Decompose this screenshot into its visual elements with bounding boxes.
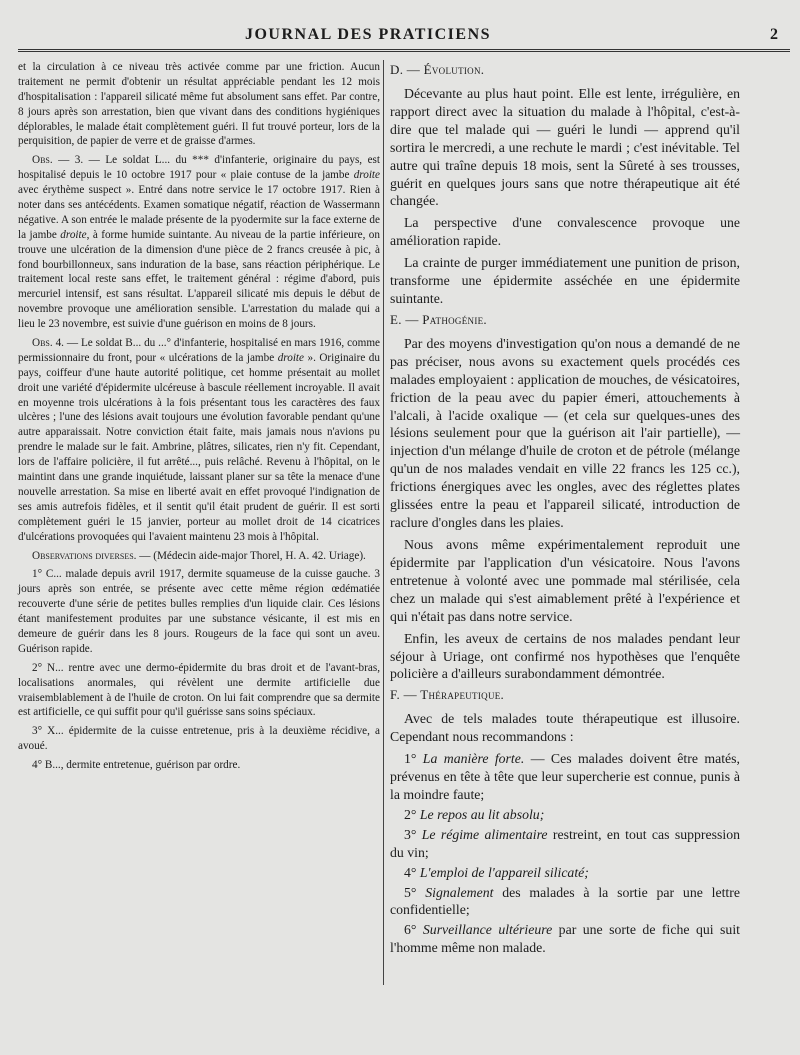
observation-3 [18,153,380,332]
therapy-4-em: L'emploi de l'appareil silicaté; [419,864,589,880]
header-rule [18,49,790,52]
obs3-em2: droite [60,228,87,241]
obs4-label: Obs. 4. [32,337,64,350]
therapy-4-num: 4° [404,864,420,880]
obs-div-label: Observations diverses. [32,549,137,562]
case-item-1: 1° C... malade depuis avril 1917, dermite squameuse de la cuisse gauche. 3 jours après son entrée, se présente avec cette même région œdématiée recouverte d'une série de petites bulles remplies d'un liquide clair. Ces lésions étant manifestement produites par une substance vésicante, il est mis en demeure de guérir dans les 8 jours. Rougeurs de la face qui sont un aveu. Guérison rapide. [18,568,380,655]
obs3-text: — Le soldat L... du *** d'infanterie, originaire du pays, est hospitalisé depuis le 10 octobre 1917 pour « plaie contuse de la jambe [18,154,381,182]
therapy-3-num: 3° [404,826,422,842]
pathogenie-paragraph-3: Enfin, les aveux de certains de nos malades pendant leur séjour à Uriage, ont confirmé nos hypothèses que l'enquête policière a d'ailleurs surabondamment démontrée. [390,630,740,682]
therapy-item-6 [390,921,740,957]
pathogenie-paragraph-2: Nous avons même expérimentalement reproduit une épidermite par l'application d'un vésicatoire. Nous l'avons entretenue à volonté avec une pommade mal stérilisée, cela chez un malade qui s'est aimablement prêté à l'expérience et qui n'était pas dans notre service. [390,536,740,624]
journal-title: JOURNAL DES PRATICIENS [244,26,492,43]
page-number: 2 [770,26,778,43]
obs-div-text: — (Médecin aide-major Thorel, H. A. 42. Uriage). [136,549,366,562]
obs3-label: Obs. — 3. [32,154,84,167]
therapy-6-em: Surveillance ultérieure [422,922,553,938]
therapy-item-2 [390,806,740,824]
therapy-1-em: La manière forte. [422,751,525,767]
case-item-4: 4° B..., dermite entretenue, guérison par ordre. [32,759,241,772]
section-heading-evolution: D. — Évolution. [390,62,485,77]
therapy-item-1 [390,750,740,804]
obs3-text2: avec érythème suspect ». Entré dans notre service le 17 octobre 1917. Rien à noter dans ses antécédents. Examen somatique négatif, réaction de Wassermann négative. A son entrée le malade présente de la pyodermite sur la face externe de la jambe [18,184,380,241]
right-column [390,60,740,985]
therapy-item-4 [390,864,740,882]
therapy-5-em: Signalement [425,884,494,900]
therapeutique-intro: Avec de tels malades toute thérapeutique est illusoire. Cependant nous recommandons : [390,711,740,745]
therapy-2-em: Le repos au lit absolu; [419,806,545,822]
evolution-paragraph-1: Décevante au plus haut point. Elle est lente, irrégulière, en rapport direct avec la situation du malade à l'hôpital, c'est-à-dire que tel malade qui — guéri le lundi — apprend qu'il sortira le mercredi, a une rechute le mardi ; c'est inévitable. Tel autre qui traîne depuis 18 mois, sent la Sûreté à ses trousses, guérit en quelques jours sans que notre thérapeutique ait été changée. [390,85,740,209]
therapy-2-num: 2° [404,806,420,822]
observation-4 [18,336,380,544]
evolution-paragraph-3: La crainte de purger immédiatement une punition de prison, transforme une épidermite asséchée en une épidermite suintante. [390,255,740,307]
case-item-3: 3° X... épidermite de la cuisse entretenue, pris à la deuxième récidive, a avoué. [18,725,380,753]
therapy-item-3 [390,826,740,862]
section-heading-pathogenie: E. — Pathogénie. [390,311,487,327]
observations-diverses [18,549,380,564]
evolution-paragraph-2: La perspective d'une convalescence provoque une amélioration rapide. [390,215,740,249]
therapy-3-text: restreint, en tout cas suppression du vin; [390,826,741,860]
column-divider [383,60,384,985]
section-heading-therapeutique: F. — Thérapeutique. [390,687,505,703]
obs4-em: droite [277,351,304,364]
therapy-1-num: 1° [404,751,423,767]
obs4-text2: ». Originaire du pays, coiffeur d'une haute autorité politique, cet homme présentait au mollet droit une variété d'épidermite ulcéreuse à bascule réellement incroyable. Il avait en moyenne trois ulcérations à la fois présentant tous les caractères des faux ulcères ; l'une des lésions avait toujours une évolution favorable pendant qu'une autre apparaissait. Notre conviction était faite, mais jamais nous n'avions pu prendre le malade sur le fait. Ambrine, plâtres, silicates, rien n'y fit. Cependant, lors de l'affaire policière, il fut arrêté..., puis relâché. Revenu à l'hôpital, on le maintint dans une grande inquiétude, laissant planer sur sa tête la menace d'une nouvelle arrestation. Sa mise en liberté avait en effet provoqué l'indignation de ses amis autrefois fidèles, et il sentit qu'il était prudent de guérir. Il est sorti complètement guéri le 15 janvier, porteur au mollet droit de 14 cicatrices d'ulcérations provoquées qui l'avaient maintenu 23 mois à l'hôpital. [18,351,380,543]
therapy-5-num: 5° [404,884,426,900]
paragraph-continuation: et la circulation à ce niveau très activée comme par une friction. Aucun traitement ne permit d'obtenir un résultat appréciable pendant les 12 mois d'hospitalisation : l'appareil silicaté même fut absolument sans effet. Par contre, 8 jours après son arrestation, bien que vivant dans des conditions hygiéniques déplorables, le malade était complètement guéri. Il fut trouvé porteur, lors de la perquisition, de papier de verre et de graisse d'armes. [18,61,380,148]
therapy-6-num: 6° [404,922,423,938]
pathogenie-paragraph-1: Par des moyens d'investigation qu'on nous a demandé de ne pas préciser, nous avons su exactement quels procédés ces malades employaient : application de mouches, de vésicatoires, friction de la peau avec du papier émeri, attouchements à l'alcali, à l'acide oxalique — (et cela sur quelques-unes des lésions seulement pour que la guérison ait l'air partielle), — injection d'un mélange d'huile de croton et de pétrole (mélange qu'un de nos malades vendait en ville 22 francs les 125 cc.), frictions énergiques avec les ongles, avec des réglettes plates glissées entre la peau et l'appareil silicaté, introduction de raclure d'ongles dans les plaies. [390,335,740,531]
therapy-6-text: par une sorte de fiche qui suit l'homme même non malade. [390,922,740,956]
therapy-1-text: — Ces malades doivent être matés, prévenus en tête à tête que leur supercherie est connue, punis à la moindre faute; [390,751,740,802]
case-item-2: 2° N... rentre avec une dermo-épidermite du bras droit et de l'avant-bras, localisations anormales, qui révèlent une dermite artificielle due vraisemblablement à de l'huile de croton. On lui fait comprendre que sa dermite est artificielle, ce qui suffit pour qu'il guérisse sans soins spéciaux. [18,661,380,719]
therapy-3-em: Le régime alimentaire [421,826,548,842]
page-header [18,14,778,52]
therapy-5-text: des malades à la sortie par une lettre confidentielle; [390,884,740,918]
obs3-text3: , à forme humide suintante. Au niveau de la partie inférieure, on trouve une ulcération de la dimension d'une pièce de 2 francs creusée à pic, à fond bourbillonneux, sans induration de la base, sans réaction périphérique. Le traitement local reste sans effet, le traitement général : régime d'abord, puis mercuriel intensif, est sans résultat. L'appareil silicaté mis depuis le début de novembre provoque une amélioration sensible. L'arrestation du malade qui a lieu le 23 novembre, est suivie d'une guérison en moins de 8 jours. [18,228,380,331]
therapy-item-5 [390,884,740,920]
left-column [18,60,380,985]
obs3-em1: droite [353,169,380,182]
obs4-text: — Le soldat B... du ...° d'infanterie, hospitalisé en mars 1916, comme permissionnaire du front, pour « ulcérations de la jambe [18,337,380,364]
